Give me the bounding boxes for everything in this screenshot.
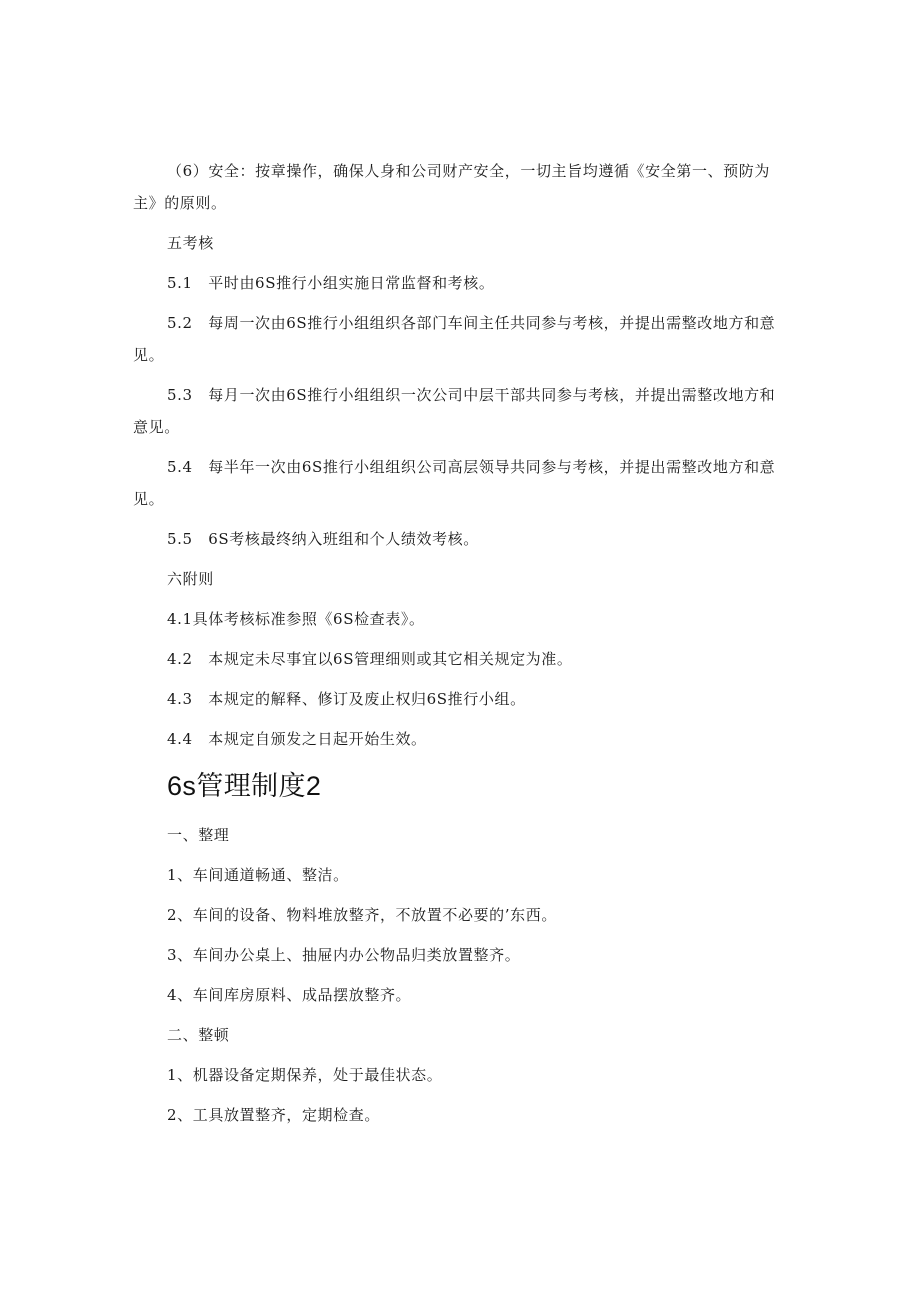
set-in-order-item-1: 1、机器设备定期保养，处于最佳状态。 xyxy=(167,1066,443,1084)
sort-item-4: 4、车间库房原料、成品摆放整齐。 xyxy=(167,986,412,1004)
section-heading-sort: 一、整理 xyxy=(167,826,230,844)
paragraph-5-1: 5.1 平时由6S推行小组实施日常监督和考核。 xyxy=(167,274,495,292)
paragraph-safety: （6）安全：按章操作，确保人身和公司财产安全，一切主旨均遵循《安全第一、预防为主》的原则。 xyxy=(133,162,770,212)
section-heading-supplementary: 六附则 xyxy=(167,570,214,588)
sort-item-1: 1、车间通道畅通、整洁。 xyxy=(167,866,349,884)
paragraph-5-3: 5.3 每月一次由6S推行小组组织一次公司中层干部共同参与考核，并提出需整改地方和意见。 xyxy=(133,386,776,436)
sort-item-3: 3、车间办公桌上、抽屉内办公物品归类放置整齐。 xyxy=(167,946,521,964)
paragraph-4-2: 4.2 本规定未尽事宜以6S管理细则或其它相关规定为准。 xyxy=(167,650,573,668)
paragraph-4-1: 4.1具体考核标准参照《6S检查表》。 xyxy=(167,610,425,628)
section-heading-assessment: 五考核 xyxy=(167,234,214,252)
paragraph-4-3: 4.3 本规定的解释、修订及废止权归6S推行小组。 xyxy=(167,690,526,708)
paragraph-5-4: 5.4 每半年一次由6S推行小组组织公司高层领导共同参与考核，并提出需整改地方和意见。 xyxy=(133,458,776,508)
paragraph-5-5: 5.5 6S考核最终纳入班组和个人绩效考核。 xyxy=(167,530,479,548)
set-in-order-item-2: 2、工具放置整齐，定期检查。 xyxy=(167,1106,380,1124)
document-heading: 6s管理制度2 xyxy=(167,771,322,801)
paragraph-5-2: 5.2 每周一次由6S推行小组组织各部门车间主任共同参与考核，并提出需整改地方和意见。 xyxy=(133,314,776,364)
paragraph-4-4: 4.4 本规定自颁发之日起开始生效。 xyxy=(167,730,427,748)
sort-item-2: 2、车间的设备、物料堆放整齐，不放置不必要的’东西。 xyxy=(167,906,557,924)
section-heading-set-in-order: 二、整顿 xyxy=(167,1026,230,1044)
document-body xyxy=(133,155,783,1139)
